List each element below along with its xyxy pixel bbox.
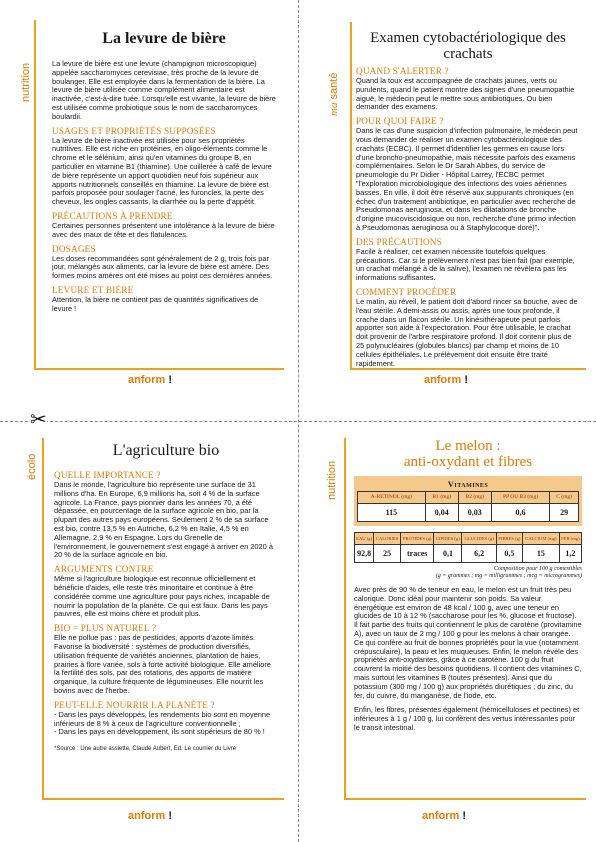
side-label: ma santé [328,72,340,116]
section-title: DES PRÉCAUTIONS [356,236,442,247]
section-text: Certaines personnes présentent une intolérance à la levure de bière avec des maux de tête et des flatulences. [52,220,275,239]
intro-text: La levure de bière est une levure (champignon microscopique) appelée saccharomyces cerevisiae, très proche de la levure de boulanger. Elle est employée dans la fermentation de la bière. La levure de bière utilisée comme complément alimentaire est inactivée, c'est-à-dire tuée. Lorsqu'elle est vivante, la levure de bière est utilisée comme probiotique sous le nom de saccharomyces boulardii. [52,59,276,121]
brand-logo: anform ! [128,374,173,386]
table-caption: (g = grammes ; mg = milligrammes ; mcg = microgrammes) [435,573,582,579]
side-label: nutrition [20,62,32,102]
card-title: La levure de bière [102,30,226,47]
brand-logo: anform ! [128,810,173,822]
section-title: POUR QUOI FAIRE ? [356,116,444,127]
section-text: Quand la toux est accompagnée de crachats jaunes, verts ou purulents, quand le patient montre des signes d'une pneumopathie aiguë, le médecin peut le mettre sous antibiotiques. Ou bien demander des examens. [356,76,575,112]
table-cell: PP OU B3 (mg) [491,492,549,504]
card-title: Examen cytobactériologique des crachats [370,30,566,62]
table-cell: 0,04 [425,503,458,521]
table-caption: Composition pour 100 g comestibles [494,566,582,572]
table-cell: 0,6 [491,503,549,521]
card-levure [18,12,288,412]
section-text: Même si l'agriculture biologique est reconnue officiellement et bénéficie d'aides, elle reste très minoritaire et continue à être considérée comme une agriculture pour pays riches, incapable de nourrir la population de la planète. Ce qui est faux. Dans les pays pauvres, elle est moins chère et produit plus. [54,574,270,619]
table-cell: 29 [550,503,579,521]
section-title: QUAND S'ALERTER ? [356,66,449,76]
section-text: Attention, la bière ne contient pas de quantités significatives de levure ! [52,294,259,313]
section-title: DOSAGES [52,243,96,254]
table-cell: 115 [358,503,426,521]
scissors-icon: ✂ [30,409,47,431]
table-cell: FER (mg) [559,532,581,545]
section-text: Elle ne pollue pas : pas de pesticides, apports d'azote limités. Favorise la biodiversité : systèmes de production diversifiés, utilisation fréquente de variétés anciennes, plantation de haies, prairies à flore variée, sols à forte activité biologique. Elle améliore la fertilité des sols, par des rotations, des apports de matière organique, la culture fréquente de légumineuses. Elle nourrit les bovins avec de l'herbe. [54,633,271,695]
card-title-line2: anti-oxydant et fibres [403,454,533,470]
section-text: La levure de bière inactivée est utilisée pour ses propriétés nutritives. Elle est riche en protéines, en oligo-éléments comme le chrome et le sélénium, ainsi qu'en vitamines du groupe B, en particulier en vitamine B1 (thiamine). Une cuillerée à café de levure de bière représente un apport quotidien neuf fois supérieur aux apports nutritionnels conseillés en thiamine. La levure de bière est parfois proposée pour soulager l'acné, les furoncles, la perte des cheveux, les ongles cassants, la diarrhée ou la perte d'appétit. [52,135,272,207]
table-cell: traces [400,545,434,563]
section-title: QUELLE IMPORTANCE ? [54,470,161,480]
vitamins-table [357,491,579,522]
section-title: COMMENT PROCÉDER [356,286,457,297]
card-title-line1: Le melon : [435,438,501,454]
section-title: USAGES ET PROPRIÉTÉS SUPPOSÉES [52,125,216,136]
section-text: Dans le monde, l'agriculture bio représente une surface de 31 millions d'ha. En Europe, 6,9 millions ha, soit 4 % de la surface agricole. La France, pays pionnier dans les années 70, a été dépassée, en pourcentage de la surface agricole en bio, par la plupart des autres pays européens. Seulement 2 % de sa surface est bio, contre 13,5 % en Autriche, 6,2 % en Italie, 4,5 % en Allemagne, 2,9 % en Espagne. Lors du Grenelle de l'environnement, le gouvernement s'est engagé à arriver en 2020 à 20 % de la surface agricole en bio. [54,480,273,560]
body-text: Avec près de 90 % de teneur en eau, le melon est un fruit très peu calorique. Donc idéal pour maintenir son poids. Sa valeur énergétique est environ de 48 kcal / 100 g, avec une teneur en glucides de 10 à 12 % (saccharose pour les %, glucose et fructose). Il fait partie des fruits qui contiennent le plus de carotène (provitamine A), avec un taux de 2 mg / 100 g pour les melons à chair orangée. Ce qui confère au fruit de bonnes propriétés pour la vue (notamment crépusculaire), la peau et les muqueuses. Enfin, le melon révèle des propriétés anti-oxydantes, grâce à ce carotène. 100 g du fruit couvrent la moitié des besoins quotidiens. Il contient des vitamines C, mais surtout les vitamines B (toutes présentes). Ainsi que du potassium (300 mg / 100 g) aux propriétés diurétiques ; du zinc, du fer, du cuivre, du manganèse, de l'iode, etc. [354,585,582,700]
brand-logo: anform ! [424,374,469,386]
section-title: PRÉCAUTIONS À PRENDRE [52,210,173,221]
table-cell: LIPIDES (g) [434,532,462,545]
vitamins-box [354,476,582,526]
table-cell: 15 [523,545,560,563]
section-text: Facile à réaliser, cet examen nécessite toutefois quelques précautions. Car si le prélèvement n'est pas bien fait (par exemple, un crachat mélangé à de la salive), l'examen ne révèlera pas les informations suffisantes. [356,246,575,283]
table-cell: 92,8 [355,545,374,563]
card-title: L'agriculture bio [112,442,220,459]
table-cell: 1,2 [559,545,581,563]
table-cell: 0,03 [458,503,491,521]
section-text: Les doses recommandées sont généralement de 2 g, trois fois par jour, mélangés aux aliments, car la levure de bière est amère. Des formes moins amères ont été mises au point ces dernières années. [52,253,273,281]
table-cell: PROTIDES (g) [400,532,434,545]
section-text: Dans le cas d'une suspicion d'infection pulmonaire, le médecin peut vous demander de réaliser un examen cytobactériologique des crachats (ECBC). Il permet d'identifier les germes en cause lors d'une broncho-pneumopathie, mais nécessite parfois des examens complémentaires. Selon le Dr Sarah Abbes, du service de pneumologie du Pr Didier - Hôpital Larrey, l'ECBC permet "l'exploration microbiologique des infections des voies aériennes basses. En ville, il doit être réservé aux suppurants chroniques (en échec d'un traitement antibiotique, en particulier avec recherche de Pseudomonas aeruginosa, et dans les dilatations de bronche d'origine mucoviscidosique ou non, recherche d'une primo infection à Pseudomonas aeruginosa ou à Staphylocoque doré)". [356,126,578,232]
card-melon [308,430,588,834]
table-cell: A-RETINOL (mg) [358,492,426,504]
section-title: ARGUMENTS CONTRE [54,564,154,575]
table-cell: C (mg) [550,492,579,504]
table-cell: 0,5 [496,545,522,563]
section-title: BIO = PLUS NATUREL ? [54,623,157,634]
section-title: PEUT-ELLE NOURRIR LA PLANÈTE ? [54,699,215,710]
source-note: *Source : Une autre assiette, Claude Aubert, Ed. Le courrier du Livre [54,746,237,753]
table-cell: 25 [374,545,401,563]
table-cell: B1 (mg) [425,492,458,504]
bullet-item: - Dans les pays en développement, ils sont supérieurs de 80 % ! [54,727,265,737]
card-agriculture [18,430,290,834]
section-title: LEVURE ET BIÈRE [52,284,134,295]
body-text: Enfin, les fibres, présentes également (hémicelluloses et pectines) et inférieures à 1 g / 100 g, lui confèrent des vertus intéressantes pour le transit intestinal. [354,705,580,732]
table-cell: CALCIUM (mg) [523,532,560,545]
table-cell: 6,2 [462,545,496,563]
table-cell: CALORIES [374,532,401,545]
vertical-cut-line [298,0,299,842]
card-crachats [308,12,588,412]
table-cell: GLUCIDES (g) [462,532,496,545]
bullet-item: - Dans les pays développés, les rendements bio sont en moyenne inférieurs de 8 % à ceux de l'agriculture conventionnelle ; [54,709,271,728]
table-cell: FIBRES (g) [496,532,522,545]
table-cell: EAU (g) [355,532,374,545]
section-text: Le matin, au réveil, le patient doit d'abord rincer sa bouche, avec de l'eau stérile. A demi-assis ou assis, après une toux profonde, il crache dans un flacon stérile. Un kinésithérapeute peut parfois apporter son aide à l'expectoration. Pour être utilisable, le crachat doit provenir de l'arbre respiratoire profond. Il doit contenir plus de 25 polynucléaires (globules blancs) par champ et moins de 10 cellules épithéliales. Le prélèvement doit ensuite être traité rapidement. [356,296,578,368]
side-label: écolo [26,453,38,480]
table-cell: 0,1 [434,545,462,563]
table-cell: B2 (mg) [458,492,491,504]
nutrients-table [354,532,582,564]
brand-logo: anform ! [422,810,467,822]
side-label: nutrition [326,460,338,500]
vitamins-header: Vitamines [447,479,489,489]
